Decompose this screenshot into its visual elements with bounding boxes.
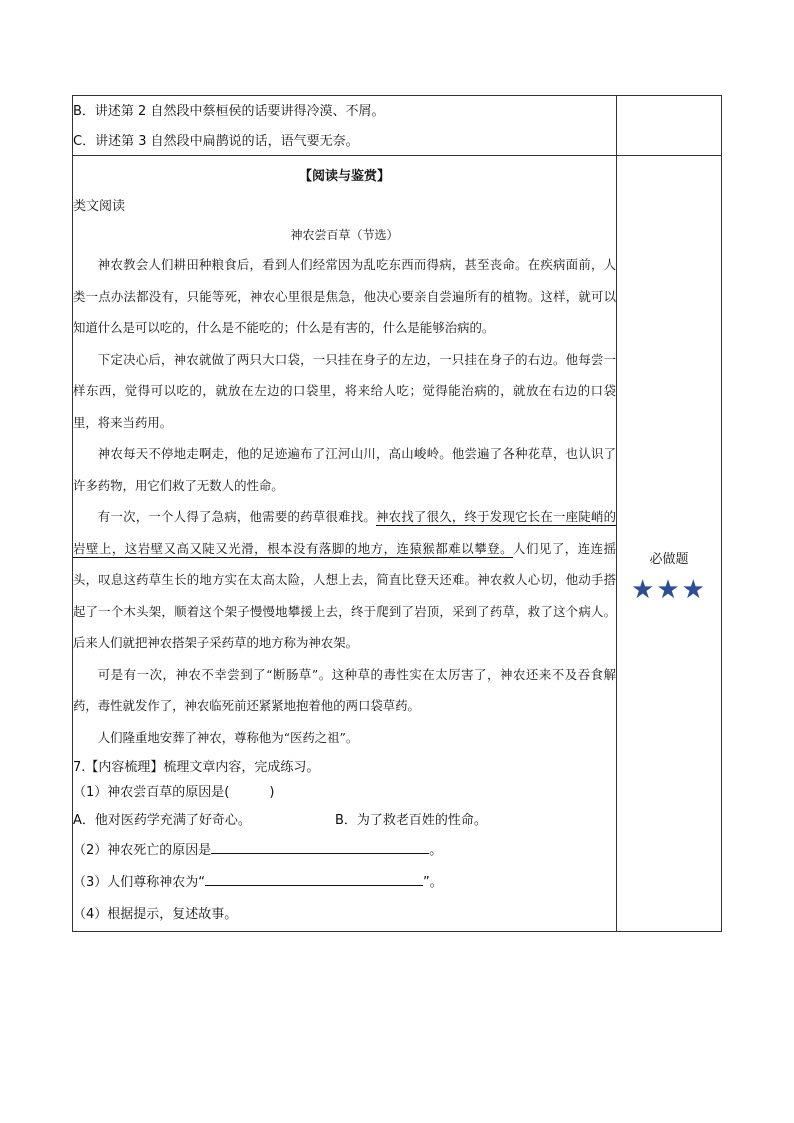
question-1-options bbox=[73, 807, 616, 835]
article-paragraph-5: 可是有一次，神农不幸尝到了“断肠草”。这种草的毒性实在太厉害了，神农还来不及吞食解药，毒性就发作了，神农临死前还紧紧地抱着他的两口袋草药。 bbox=[73, 666, 616, 713]
option-c: C．讲述第 3 自然段中扁鹊说的话，语气要无奈。 bbox=[73, 134, 359, 149]
question-title: 7.【内容梳理】梳理文章内容，完成练习。 bbox=[73, 760, 320, 775]
question-4: （4）根据提示，复述故事。 bbox=[73, 907, 238, 922]
difficulty-cell bbox=[617, 156, 722, 932]
section-heading: 【阅读与鉴赏】 bbox=[298, 169, 390, 184]
article-paragraph-6: 人们隆重地安葬了神农，尊称他为“医药之祖”。 bbox=[97, 729, 359, 745]
options-side-cell bbox=[617, 96, 722, 156]
article-body bbox=[73, 249, 616, 753]
question-1: （1）神农尝百草的原因是( ) bbox=[73, 785, 275, 800]
answer-blank-2[interactable] bbox=[211, 841, 429, 854]
reading-row bbox=[73, 156, 722, 932]
options-cell bbox=[73, 96, 617, 156]
question-2: （2）神农死亡的原因是 。 bbox=[73, 843, 443, 858]
question-3: （3）人们尊称神农为“ ”。 bbox=[73, 875, 443, 890]
choice-a[interactable]: A．他对医药学充满了好奇心。 bbox=[73, 813, 251, 828]
article-paragraph-3: 神农每天不停地走啊走，他的足迹遍布了江河山川，高山峻岭。他尝遍了各种花草，也认识了许多药物，用它们救了无数人的性命。 bbox=[73, 446, 616, 493]
options-row bbox=[73, 96, 722, 156]
article-title: 神农尝百草（节选） bbox=[290, 228, 399, 242]
article-paragraph-1: 神农教会人们耕田种粮食后，看到人们经常因为乱吃东西而得病，甚至丧命。在疾病面前，人类一点办法都没有，只能等死，神农心里很是焦急，他决心要亲自尝遍所有的植物。这样，就可以知道什么是可以吃的，什么是不能吃的；什么是有害的，什么是能够治病的。 bbox=[73, 257, 616, 335]
answer-blank-3[interactable] bbox=[205, 873, 423, 886]
worksheet-table bbox=[72, 95, 722, 932]
paragraph-4-end: 人们见了，连连摇头，叹息这药草生长的地方实在太高太险，人想上去，简直比登天还难。神农救人心切，他动手搭起了一个木头架，顺着这个架子慢慢地攀援上去，终于爬到了岩顶，采到了药草，救了这个病人。后来人们就把神农搭架子采药草的地方称为神农架。 bbox=[73, 540, 617, 650]
difficulty-stars-icon: ★★★ bbox=[631, 575, 707, 605]
option-b: B．讲述第 2 自然段中蔡桓侯的话要讲得冷漠、不屑。 bbox=[73, 104, 385, 119]
paragraph-4-start: 有一次，一个人得了急病，他需要的药草很难找。 bbox=[97, 509, 376, 524]
article-paragraph-2: 下定决心后，神农就做了两只大口袋，一只挂在身子的左边，一只挂在身子的右边。他每尝一样东西，觉得可以吃的，就放在左边的口袋里，将来给人吃；觉得能治病的，就放在右边的口袋里，将来当药用。 bbox=[73, 351, 616, 430]
reading-cell bbox=[73, 156, 617, 932]
article-paragraph-4 bbox=[73, 501, 616, 659]
must-do-label: 必做题 bbox=[649, 552, 689, 567]
question-block bbox=[73, 757, 616, 931]
section-label: 类文阅读 bbox=[73, 199, 126, 214]
underlined-sentence: 神农找了很久，终于发现它长在一座陡峭的岩壁上，这岩壁又高又陡又光滑，根本没有落脚的地方，连猿猴都难以攀登。 bbox=[73, 509, 617, 556]
choice-b[interactable]: B．为了救老百姓的性命。 bbox=[335, 813, 487, 828]
